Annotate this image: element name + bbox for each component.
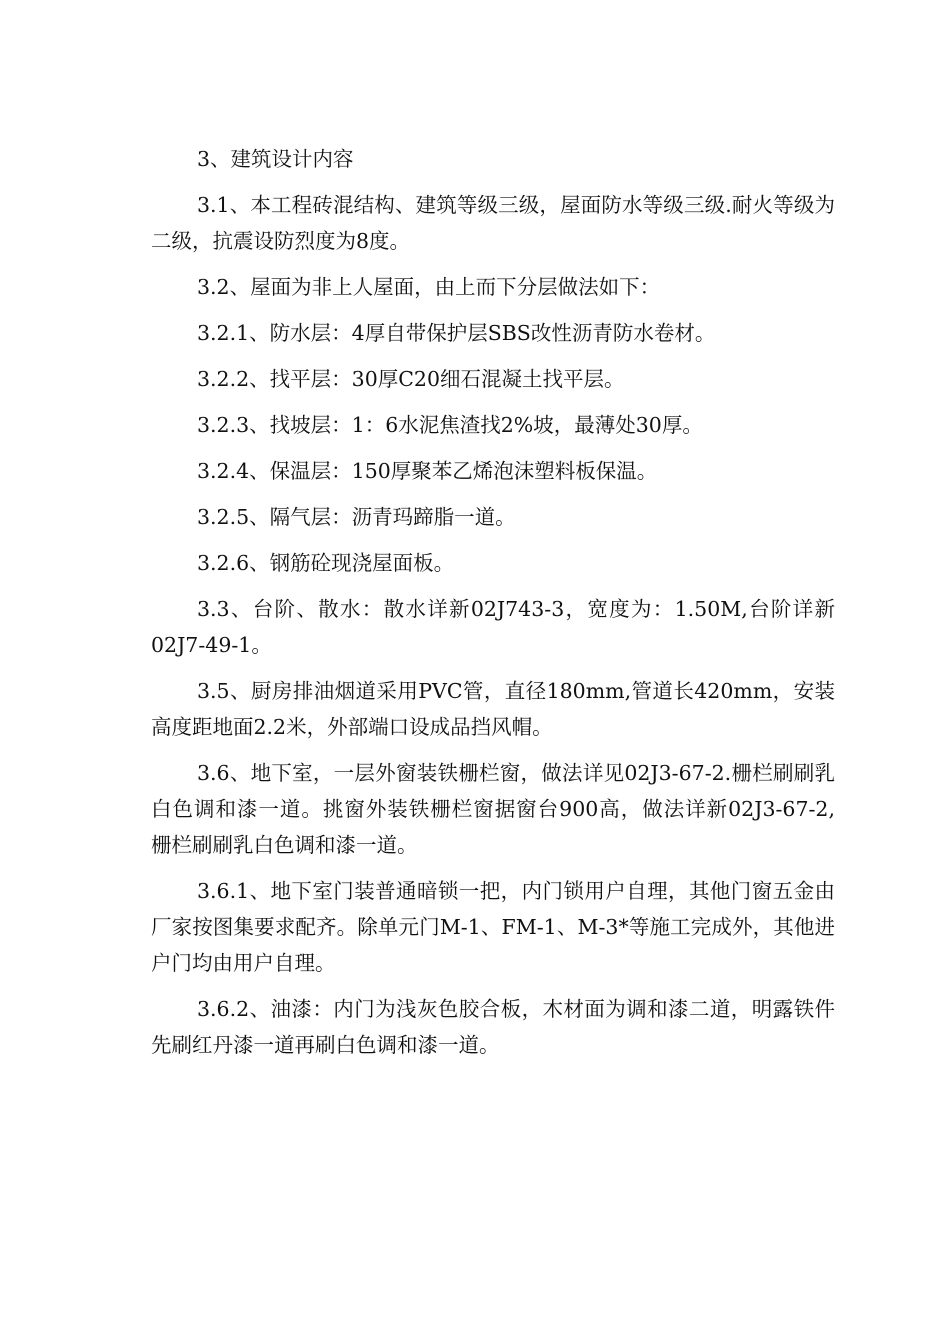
paragraph-3-5: 3.5、厨房排油烟道采用PVC管，直径180mm,管道长420mm，安装高度距地面2.2米，外部端口设成品挡风帽。 — [151, 679, 835, 739]
paragraph-3-3: 3.3、台阶、散水：散水详新02J743-3，宽度为：1.50M,台阶详新02J7-49-1。 — [151, 597, 835, 657]
paragraph-3-2: 3.2、屋面为非上人屋面，由上而下分层做法如下： — [197, 275, 661, 299]
paragraph-3-6-1: 3.6.1、地下室门装普通暗锁一把，内门锁用户自理，其他门窗五金由厂家按图集要求配齐。除单元门M-1、FM-1、M-3*等施工完成外，其他进户门均由用户自理。 — [151, 879, 835, 975]
paragraph-3-2-2: 3.2.2、找平层：30厚C20细石混凝土找平层。 — [197, 367, 625, 391]
paragraph-3-2-3: 3.2.3、找坡层：1：6水泥焦渣找2%坡，最薄处30厚。 — [197, 413, 703, 437]
document-body — [151, 141, 835, 1073]
paragraph-3-2-4: 3.2.4、保温层：150厚聚苯乙烯泡沫塑料板保温。 — [197, 459, 658, 483]
paragraph-3-2-1: 3.2.1、防水层：4厚自带保护层SBS改性沥青防水卷材。 — [197, 321, 716, 345]
paragraph-3-6: 3.6、地下室，一层外窗装铁栅栏窗，做法详见02J3-67-2.栅栏刷刷乳白色调和漆一道。挑窗外装铁栅栏窗据窗台900高，做法详新02J3-67-2, 栅栏刷刷乳白色调和漆一道。 — [151, 761, 835, 857]
paragraph-3-6-2: 3.6.2、油漆：内门为浅灰色胶合板，木材面为调和漆二道，明露铁件先刷红丹漆一道再刷白色调和漆一道。 — [151, 997, 835, 1057]
section-heading: 3、建筑设计内容 — [197, 147, 354, 171]
paragraph-3-2-6: 3.2.6、钢筋砼现浇屋面板。 — [197, 551, 455, 575]
paragraph-3-2-5: 3.2.5、隔气层：沥青玛蹄脂一道。 — [197, 505, 516, 529]
paragraph-3-1: 3.1、本工程砖混结构、建筑等级三级，屋面防水等级三级.耐火等级为二级，抗震设防烈度为8度。 — [151, 193, 835, 253]
